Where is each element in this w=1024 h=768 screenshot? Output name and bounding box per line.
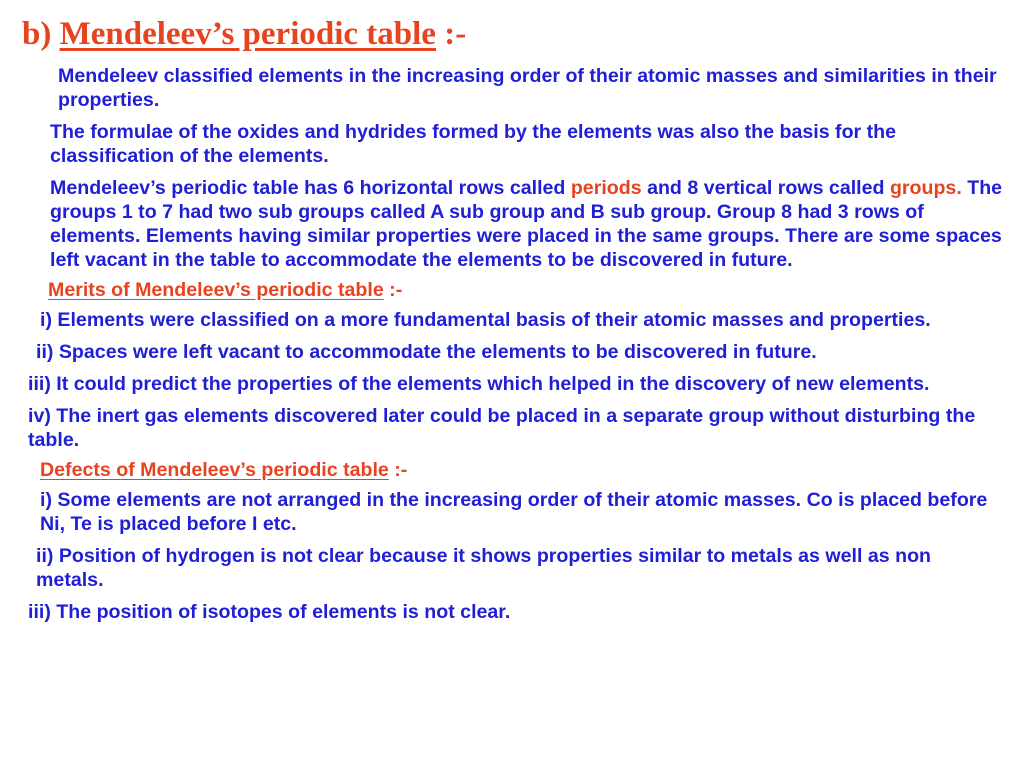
defect-item-2: ii) Position of hydrogen is not clear because it shows properties similar to metals as well as non metals. [36,545,932,591]
slide-title [22,12,466,56]
paragraph-oxides-hydrides: The formulae of the oxides and hydrides formed by the elements was also the basis for the classification of the elements. [50,121,896,167]
groups-term: groups. [889,177,962,199]
paragraph-rows-groups-part-c: The groups 1 to 7 had two sub groups called A sub group and B sub group. Group 8 had 3 rows of elements. Elements having similar properties were placed in the same groups. There are some spaces left vacant in the table to accommodate the elements to be discovered in future. [50,177,1003,271]
paragraph-rows-groups-part-a: Mendeleev’s periodic table has 6 horizontal rows called [50,177,571,199]
merits-heading-text: Merits of Mendeleev’s periodic table [48,279,384,301]
merit-item-3: iii) It could predict the properties of the elements which helped in the discovery of new elements. [28,373,930,395]
merit-item-4: iv) The inert gas elements discovered later could be placed in a separate group without disturbing the table. [28,405,976,451]
paragraph-rows-groups-part-b: and 8 vertical rows called [641,177,890,199]
merit-item-1: i) Elements were classified on a more fundamental basis of their atomic masses and properties. [40,309,931,331]
paragraph-classification: Mendeleev classified elements in the increasing order of their atomic masses and similarities in their properties. [58,65,997,111]
merit-item-2: ii) Spaces were left vacant to accommodate the elements to be discovered in future. [36,341,817,363]
title-text: Mendeleev’s periodic table [59,16,436,52]
defect-item-1: i) Some elements are not arranged in the increasing order of their atomic masses. Co is placed before Ni, Te is placed before I etc. [40,489,988,535]
defects-heading-suffix: :- [388,459,408,481]
defects-heading-text: Defects of Mendeleev’s periodic table [40,459,389,481]
defect-item-3: iii) The position of isotopes of elements is not clear. [28,601,511,623]
merits-heading [28,278,1003,302]
paragraph-rows-groups [28,176,1003,272]
title-suffix: :- [435,16,467,52]
defects-heading [28,458,1003,482]
merits-heading-suffix: :- [383,279,403,301]
slide-body [28,64,1003,632]
title-prefix: b) [22,16,60,52]
periods-term: periods [570,177,642,199]
